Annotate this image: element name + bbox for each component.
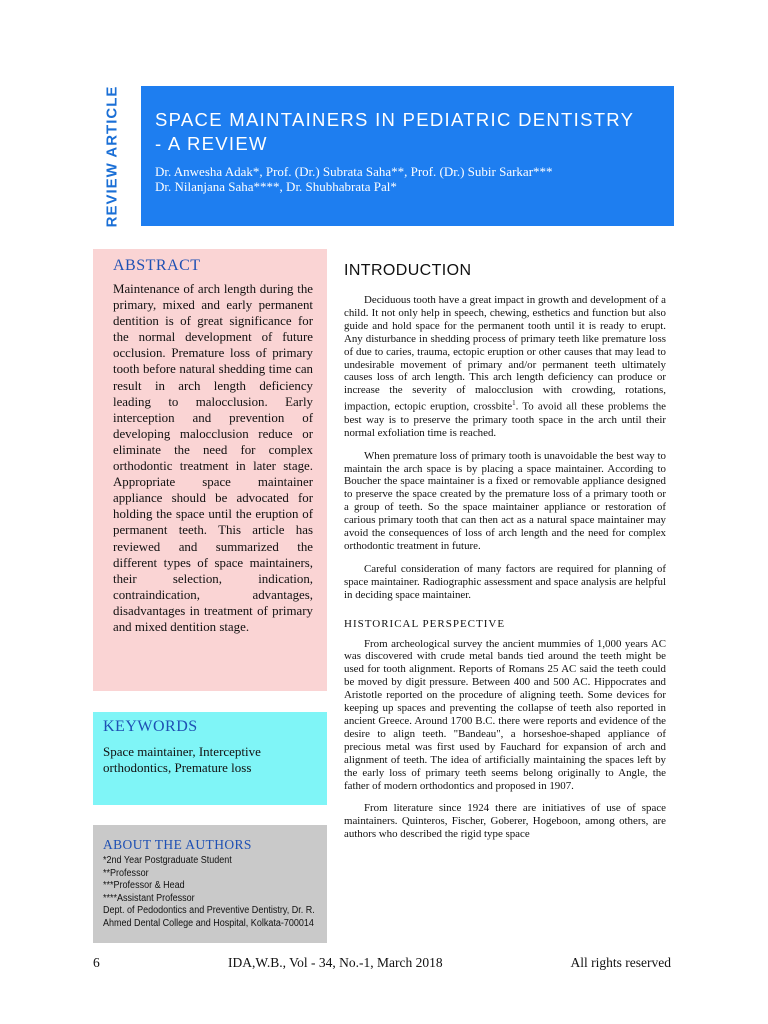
abstract-heading: ABSTRACT bbox=[113, 257, 201, 274]
intro-paragraph-1 bbox=[344, 294, 666, 440]
author-affiliation: Ahmed Dental College and Hospital, Kolkata-700014 bbox=[103, 917, 314, 929]
about-authors-heading: ABOUT THE AUTHORS bbox=[103, 837, 252, 852]
keywords-heading: KEYWORDS bbox=[103, 718, 198, 735]
page-number: 6 bbox=[93, 955, 100, 970]
section-tag-label: REVIEW ARTICLE bbox=[103, 85, 121, 227]
historical-paragraph-2: From literature since 1924 there are initiatives of use of space maintainers. Quinteros, Fischer, Goberer, Hogeboon, among others, are authors who described the rigid type space bbox=[344, 802, 666, 841]
title-line-1: SPACE MAINTAINERS IN PEDIATRIC DENTISTRY bbox=[155, 109, 635, 130]
introduction-heading: INTRODUCTION bbox=[344, 262, 472, 279]
abstract-text: Maintenance of arch length during the primary, mixed and early permanent dentition is of great significance for the normal development of future occlusion. Premature loss of primary tooth before natural shedding time can result in arch length deficiency leading to malocclusion. Early interception and prevention of developing malocclusion reduce or eliminate the need for complex orthodontic treatment in later stage. Appropriate space maintainer appliance should be advocated for holding the space until the eruption of permanent teeth. This article has reviewed and summarized the different types of space maintainers, their selection, indication, contraindication, advantages, disadvantages in treatment of primary and mixed dentition stage. bbox=[113, 282, 313, 634]
title-banner bbox=[141, 86, 674, 226]
section-tag bbox=[92, 86, 132, 226]
article-title bbox=[155, 108, 660, 156]
intro-paragraph-1-text: Deciduous tooth have a great impact in growth and development of a child. It not only help in speech, chewing, esthetics and function but also guide and hold space for the permanent tooth until it is ready to erupt. Any disturbance in shedding process of primary teeth like premature loss of due to caries, trauma, ectopic eruption or other causes that may lead to undesirable movement of primary and/or permanent teeth ultimately causes loss of arch length. This arch length deficiency can produce or increase the severity of malocclusion with crowding, rotations, impaction, ectopic eruption, crossbite bbox=[344, 294, 666, 413]
author-note: ****Assistant Professor bbox=[103, 892, 195, 904]
author-note: *2nd Year Postgraduate Student bbox=[103, 855, 232, 866]
page-footer bbox=[93, 955, 671, 975]
main-text-column bbox=[344, 262, 666, 851]
intro-paragraph-3: Careful consideration of many factors are required for planning of space maintainer. Radiographic assessment and space analysis are helpful in deciding space maintainer. bbox=[344, 562, 666, 601]
historical-heading: HISTORICAL PERSPECTIVE bbox=[344, 617, 506, 630]
about-authors-box bbox=[93, 825, 327, 943]
authors-line-2: Dr. Nilanjana Saha****, Dr. Shubhabrata Pal* bbox=[155, 179, 397, 194]
keywords-text: Space maintainer, Interceptive orthodontics, Premature loss bbox=[103, 744, 261, 775]
citation-marker: 1 bbox=[512, 399, 516, 408]
author-note: ***Professor & Head bbox=[103, 880, 185, 892]
intro-paragraph-1-cont: . To avoid all these problems the best way is to preserve the primary tooth space in the arch until their normal exfoliation time is reached. bbox=[344, 400, 666, 439]
authors-line-1: Dr. Anwesha Adak*, Prof. (Dr.) Subrata Saha**, Prof. (Dr.) Subir Sarkar*** bbox=[155, 164, 553, 179]
author-affiliation: Dept. of Pedodontics and Preventive Dentistry, Dr. R. bbox=[103, 905, 315, 917]
keywords-box bbox=[93, 712, 327, 805]
author-list bbox=[155, 164, 660, 194]
abstract-box bbox=[93, 249, 327, 691]
intro-paragraph-2: When premature loss of primary tooth is unavoidable the best way to maintain the arch space is by placing a space maintainer. According to Boucher the space maintainer is a fixed or removable appliance designed to preserve the space created by the premature loss of a primary tooth or a group of teeth. So the space maintainer appliance or restoration of carious primary tooth that can then act as a natural space maintainer may avoid the consequences of loss of arch length and the need for complex orthodontic treatment in future. bbox=[344, 449, 666, 552]
title-line-2: - A REVIEW bbox=[155, 133, 268, 154]
journal-citation: IDA,W.B., Vol - 34, No.-1, March 2018 bbox=[228, 955, 443, 970]
rights-notice: All rights reserved bbox=[570, 955, 671, 970]
author-note: **Professor bbox=[103, 867, 149, 879]
historical-paragraph-1: From archeological survey the ancient mummies of 1,000 years AC was discovered with crude metal bands tied around the teeth might be used for tooth alignment. Reports of Romans 25 AC said the teeth could be moved by digit pressure. Between 400 and 500 AC. Hippocrates and Aristotle reported on the procedure of aligning teeth. Some devices for keeping up spaces and preventing the collapse of teeth also reported in ancient Greece. Around 1700 B.C. there were reports and evidence of the desire to align teeth. "Bandeau", a horseshoe-shaped appliance of precious metal was first used by Fauchard for expansion of arch and alignment of teeth. The idea of artificially maintaining the spaces left by the early loss of primary teeth seems belong originally to Angle, the father of modern orthodontics and proposed in 1907. bbox=[344, 637, 666, 792]
